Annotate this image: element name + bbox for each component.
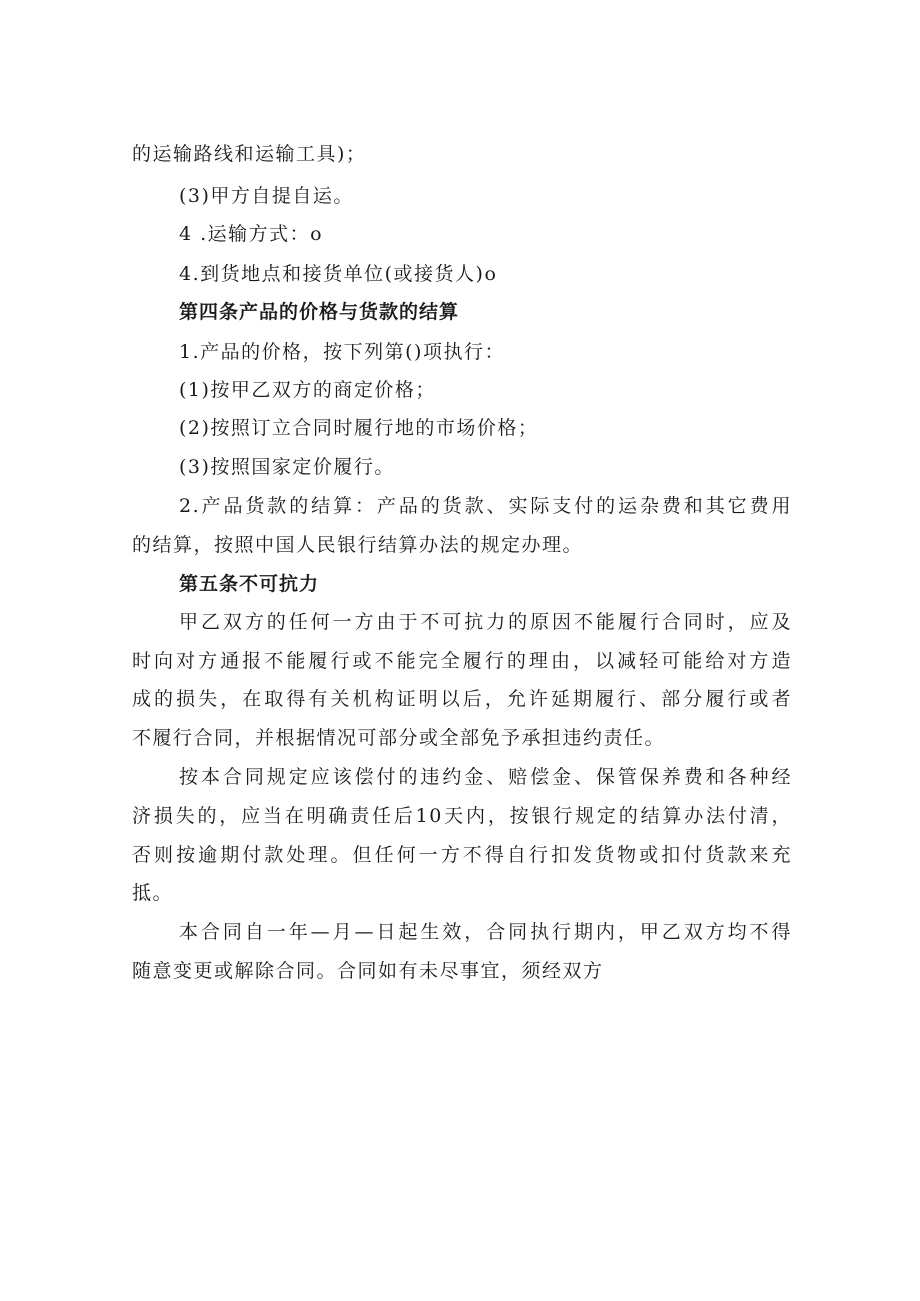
text-line-force-majeure-1: 甲乙双方的任何一方由于不可抗力的原因不能履行合同时，应及 (179, 611, 792, 633)
text-line-compensation-3: 否则按逾期付款处理。但任何一方不得自行扣发货物或扣付货款来充 (132, 844, 792, 866)
text-line-payment-settlement-cont: 的结算，按照中国人民银行结算办法的规定办理。 (132, 534, 584, 556)
section-heading-article-5: 第五条不可抗力 (179, 573, 320, 595)
text-line-transport-mode: 4 .运输方式：o (179, 223, 324, 245)
text-line-effective-date-2: 随意变更或解除合同。合同如有未尽事宜，须经双方 (132, 960, 604, 982)
text-line-compensation-2: 济损失的，应当在明确责任后10天内，按银行规定的结算办法付清， (132, 805, 792, 827)
text-line-delivery-location: 4.到货地点和接货单位(或接货人)o (179, 263, 498, 285)
text-line-compensation-4: 抵。 (132, 882, 174, 904)
text-line-transport-route: 的运输路线和运输工具)； (132, 143, 367, 165)
text-line-self-pickup: (3)甲方自提自运。 (179, 185, 354, 207)
section-heading-article-4: 第四条产品的价格与货款的结算 (179, 301, 460, 323)
text-line-price-option-1: (1)按甲乙双方的商定价格； (179, 379, 436, 401)
text-line-compensation-1: 按本合同规定应该偿付的违约金、赔偿金、保管保养费和各种经 (179, 766, 792, 788)
text-line-price-option-3: (3)按照国家定价履行。 (179, 456, 395, 478)
text-line-force-majeure-2: 时向对方通报不能履行或不能完全履行的理由，以减轻可能给对方造 (132, 650, 792, 672)
text-line-force-majeure-3: 成的损失，在取得有关机构证明以后，允许延期履行、部分履行或者 (132, 688, 792, 710)
text-line-effective-date-1: 本合同自一年—月—日起生效，合同执行期内，甲乙双方均不得 (179, 921, 792, 943)
text-line-price-clause: 1.产品的价格，按下列第()项执行： (179, 341, 505, 363)
text-line-price-option-2: (2)按照订立合同时履行地的市场价格； (179, 417, 539, 439)
text-line-payment-settlement: 2.产品货款的结算：产品的货款、实际支付的运杂费和其它费用 (179, 495, 792, 517)
text-line-force-majeure-4: 不履行合同，并根据情况可部分或全部免予承担违约责任。 (132, 727, 666, 749)
